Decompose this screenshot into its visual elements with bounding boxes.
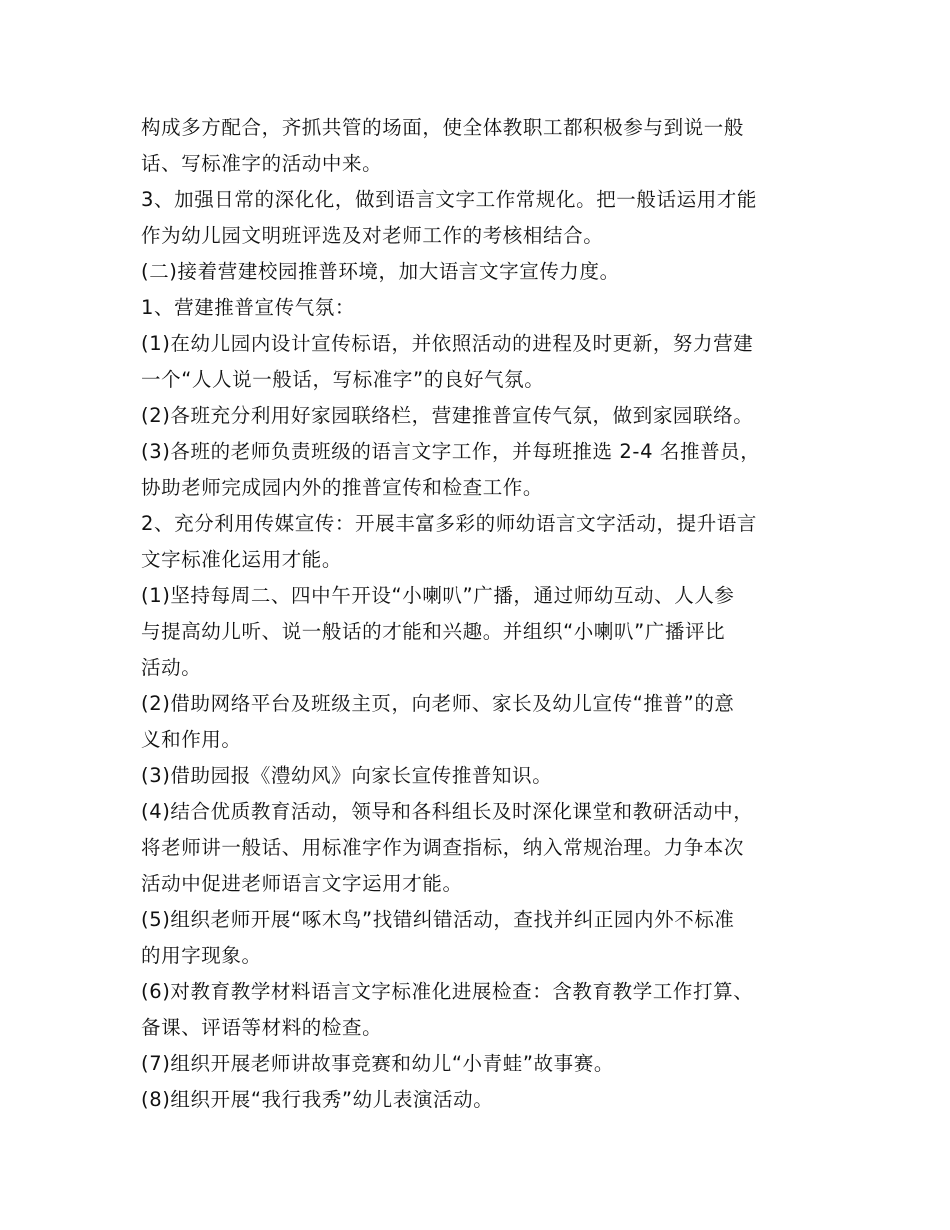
section-heading-2: (二)接着营建校园推普环境，加大语言文字宣传力度。 (141, 260, 620, 283)
subsection-heading-1: 1、营建推普宣传气氛： (141, 296, 356, 319)
list-item-1-1: (1)在幼儿园内设计宣传标语，并依照活动的进程及时更新，努力营建 一个“人人说一般话，写标准字”的良好气氛。 (141, 332, 754, 391)
list-item-1-3: (3)各班的老师负责班级的语言文字工作，并每班推选 2-4 名推普员， 协助老师完成园内外的推普宣传和检查工作。 (141, 440, 761, 499)
list-item-2-6: (6)对教育教学材料语言文字标准化进展检查：含教育教学工作打算、 备课、评语等材料的检查。 (141, 980, 754, 1039)
list-item-2-5: (5)组织老师开展“啄木鸟”找错纠错活动，查找并纠正园内外不标准 的用字现象。 (141, 908, 735, 967)
document-body (141, 110, 821, 1118)
list-item-1-2: (2)各班充分利用好家园联络栏，营建推普宣传气氛，做到家园联络。 (141, 404, 754, 427)
paragraph-closing-continuation: 构成多方配合，齐抓共管的场面，使全体教职工都积极参与到说一般 话、写标准字的活动中来。 (141, 116, 745, 175)
list-item-2-7: (7)组织开展老师讲故事竞赛和幼儿“小青蛙”故事赛。 (141, 1052, 614, 1075)
list-item-2-1: (1)坚持每周二、四中午开设“小喇叭”广播，通过师幼互动、人人参 与提高幼儿听、说一般话的才能和兴趣。并组织“小喇叭”广播评比 活动。 (141, 584, 735, 679)
list-item-2-2: (2)借助网络平台及班级主页，向老师、家长及幼儿宣传“推普”的意 义和作用。 (141, 692, 735, 751)
list-item-2-8: (8)组织开展“我行我秀”幼儿表演活动。 (141, 1088, 494, 1111)
list-item-2-3: (3)借助园报《澧幼风》向家长宣传推普知识。 (141, 764, 553, 787)
list-item-2-4: (4)结合优质教育活动，领导和各科组长及时深化课堂和教研活动中， 将老师讲一般话、用标准字作为调查指标，纳入常规治理。力争本次 活动中促进老师语言文字运用才能。 (141, 800, 754, 895)
paragraph-item-3-routine: 3、加强日常的深化化，做到语言文字工作常规化。把一般话运用才能 作为幼儿园文明班评选及对老师工作的考核相结合。 (141, 188, 758, 247)
subsection-heading-2: 2、充分利用传媒宣传：开展丰富多彩的师幼语言文字活动，提升语言 文字标准化运用才能。 (141, 512, 758, 571)
